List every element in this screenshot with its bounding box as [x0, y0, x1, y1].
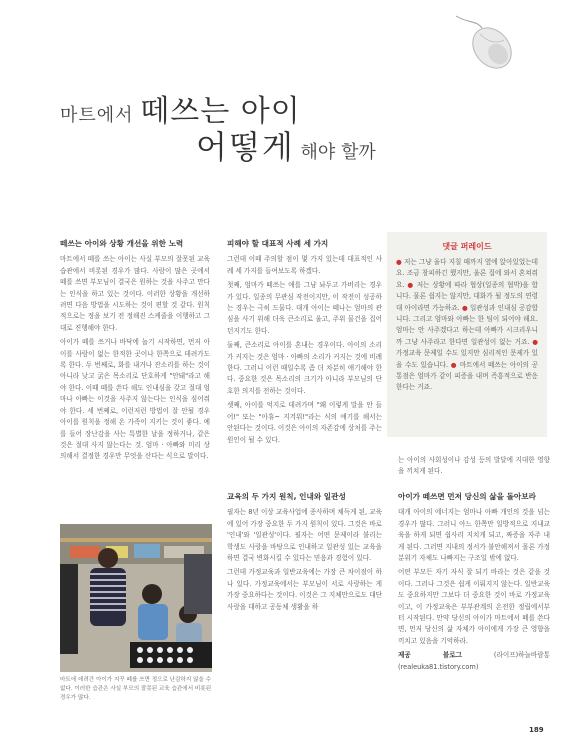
credit-label: 제공 블로그: [398, 651, 462, 660]
title-small-text: 해야 할까: [300, 142, 376, 163]
section-heading: 피해야 할 대표적 사례 세 가지: [227, 239, 329, 248]
sidebar-heading: 댓글 퍼레이드: [442, 242, 492, 251]
bullet-icon: ●: [461, 303, 470, 312]
column-2-bottom: [227, 491, 382, 616]
column-2: [227, 238, 382, 449]
credit-line: [398, 650, 550, 673]
page-number: 189: [529, 726, 544, 734]
paragraph: 그런데 가정교육과 일반교육에는 가장 큰 차이점이 하나 있다. 가정교육에서는 부모님이 서로 사랑하는 게 가장 중요하다는 것이다. 이것은 그 지체만으로도 대단 사랑을 대하고 공동체 생활을 하: [227, 568, 382, 611]
section-heading: 교육의 두 가지 원칙, 인내와 일관성: [227, 492, 346, 501]
photo-caption: 마트에 데려간 아이가 지꾸 떼를 쓰면 정으로 난감하지 않을 수 없다. 이러한 습관은 사실 부모의 잘못된 교육 습관에서 비롯된 경우가 많다.: [60, 677, 212, 701]
title-small-text: 마트에서: [60, 105, 134, 126]
column-3-continuation: [398, 455, 550, 481]
computer-mouse-illustration: [452, 14, 516, 72]
paragraph: 첫째, 엄마가 떼쓰는 애를 그냥 놔두고 가버리는 경우가 있다. 일종의 무관심 작전이지만, 이 작전이 성공하는 경우는 극히 드물다. 대개 아이는 떼나는 엄마의 관심을 사기 위해 더욱 큰소리로 울고, 주위 물건을 집어 던지기도 한다.: [227, 281, 382, 335]
section-heading: 떼쓰는 아이와 상황 개선을 위한 노력: [60, 239, 184, 248]
bullet-icon: ●: [407, 280, 417, 289]
supermarket-children-photo: [60, 524, 212, 672]
comment-sidebar: [387, 232, 547, 437]
section-heading: 아이가 떼쓰면 먼저 당신의 삶을 돌아보라: [398, 492, 536, 501]
paragraph: 대개 아이의 에너지는 엄마나 아빠 개인의 것을 넘는 경우가 많다. 그러니 아느 한쪽만 일방적으로 지내교육을 하게 되면 쉽사리 지치게 되고, 짜증을 자주 내게 된다. 그러면 지내의 정서가 불안해져서 몰론 가정 분위기 자체도 나빠지는 구조일 밖에 없다.: [398, 508, 550, 563]
paragraph: 그런데 이때 주의할 점이 몇 가지 있는데 대표적인 사례 세 가지를 들여보도록 하겠다.: [227, 255, 382, 275]
paragraph: 마트에서 떼를 쓰는 아이는 사실 부모의 잘못된 교육 습관에서 비롯된 경우가 많다. 사람이 많은 곳에서 떼를 쓰면 부모님이 결국은 원하는 것을 사주고 만다는 인식을 하고 있는 것이다. 이러한 상황을 개선하려면 다음 방법을 시도하는 것이 편할 것 같다. 원칙적으로는 정을 보기 전 정해진 스케줄을 이행하고 그대로 진행해야 한다.: [60, 255, 210, 332]
comment-item: 일관성과 인내심 공감합니다. 그리고 엄마와 아빠는 한 팀이 되어야 해요. 엄마는 안 사주겠다고 하는데 아빠가 시크리우니까 그냥 사주라고 한다면 일관성이 없는 거죠.: [396, 303, 538, 346]
paragraph: 필자는 8년 이상 교육사업에 종사하며 체득게 된, 교육에 있어 가장 중요한 두 가지 원칙이 있다. 그것은 바로 '인내'와 '일관성'이다. 필자는 어떤 문제이라 불리는 학생도 사랑을 바탕으로 인내하고 일관성 있는 교육을 하면 결국 변화시킬 수 있다는 믿음과 경험이 있다.: [227, 508, 382, 563]
bullet-icon: ●: [532, 337, 538, 346]
comment-item: 마트에서 떼쓰는 아이의 공통점은 엄마가 같이 피증을 내며 즉흥적으로 반응한다는 거죠.: [396, 360, 538, 392]
credit-text: (라이프)하늘바람통(realeuka81.tistory.com): [398, 651, 550, 671]
paragraph: 둘째, 큰소리로 아이를 혼내는 경우이다. 아이의 소리가 커지는 것은 엄마 · 아빠의 소리가 커지는 것에 비례한다. 그러니 이런 때일수록 좀 더 차분히 얘기해야 한다. 중요한 것은 목소리의 크기가 아니라 부모님의 단호한 의지를 전하는 것이다.: [227, 341, 382, 395]
sidebar-body: [387, 257, 547, 394]
paragraph: 는 아이의 사회성이나 감성 등의 발달에 지대한 영향을 끼치게 된다.: [398, 456, 550, 476]
paragraph: 셋째, 아이를 억지로 데려가며 "왜 이렇게 말을 안 들어!" 또는 "아휴~ 지겨워!"라는 식의 얘기를 해서는 안된다는 것이다. 이것은 아이의 자존감에 상처를 주는 원인이 될 수 있다.: [227, 401, 382, 444]
paragraph: 어떤 부모든 자기 자식 잘 되기 바라는 것은 같을 것이다. 그러나 그것은 쉽게 이뤄지지 않는다. 일반교육도 중요하지만 그보다 더 중요한 것이 바로 가정교육이고, 이 가정교육은 부부관계의 온전한 정립에서부터 시작된다. 만약 당신의 아이가 마트에서 떼를 쓴다면, 먼저 당신의 삶 자체가 아이에게 가장 큰 영향을 끼치고 있음을 기억하라.: [398, 568, 550, 645]
comment-item: 저는 상황에 따라 협상(일종의 협박)을 합니다. 물론 쉽지는 않지만, 대화가 될 정도의 연령대 아이라면 가능하죠.: [396, 280, 538, 312]
title-line-2: [196, 122, 376, 168]
title-big-text: 어떻게: [196, 128, 295, 166]
bullet-icon: ●: [396, 258, 404, 266]
title-big-text: 떼쓰는 아이: [140, 94, 301, 129]
column-1: [60, 238, 210, 466]
comment-item: 저는 그냥 울다 지칠 때까지 옆에 앉아있었는데요. 조금 창피하긴 했지만, 울론 집에 와서 혼쳐줘요.: [396, 258, 538, 289]
bullet-icon: ●: [450, 360, 460, 369]
comment-item: 가정교육 문제일 수도 있지만 심리적인 문제가 있을 수도 있습니다.: [396, 349, 538, 369]
paragraph: 아이가 떼를 쓰거나 바닥에 눕기 시작하면, 먼저 아이를 사람이 없는 한적한 곳이나 한쪽으로 데려가도록 한다. 두 번째로, 화를 내거나 잔소리를 하는 것이 아니라 낮고 굵은 목소리로 단호하게 "안돼"라고 해야 한다. 이때 떼를 쓴다 해도 인내심을 갖고 절대 엄마나 아빠는 이것을 사주지 않는다는 인식을 심어줘야 한다. 세 번째로, 이런저런 방법이 잘 안될 경우 아이를 원칙을 정해 온 가족이 지키는 것이 좋다. 예를 들어 장난감을 사는 특별한 날을 정하거나, 같은 것은 절대 사지 않는다는 것. 엄마 · 아빠와 미리 상의해서 결정한 경우만 무엇을 산다는 식으로 말이다.: [60, 338, 210, 461]
column-3-bottom: [398, 491, 550, 676]
